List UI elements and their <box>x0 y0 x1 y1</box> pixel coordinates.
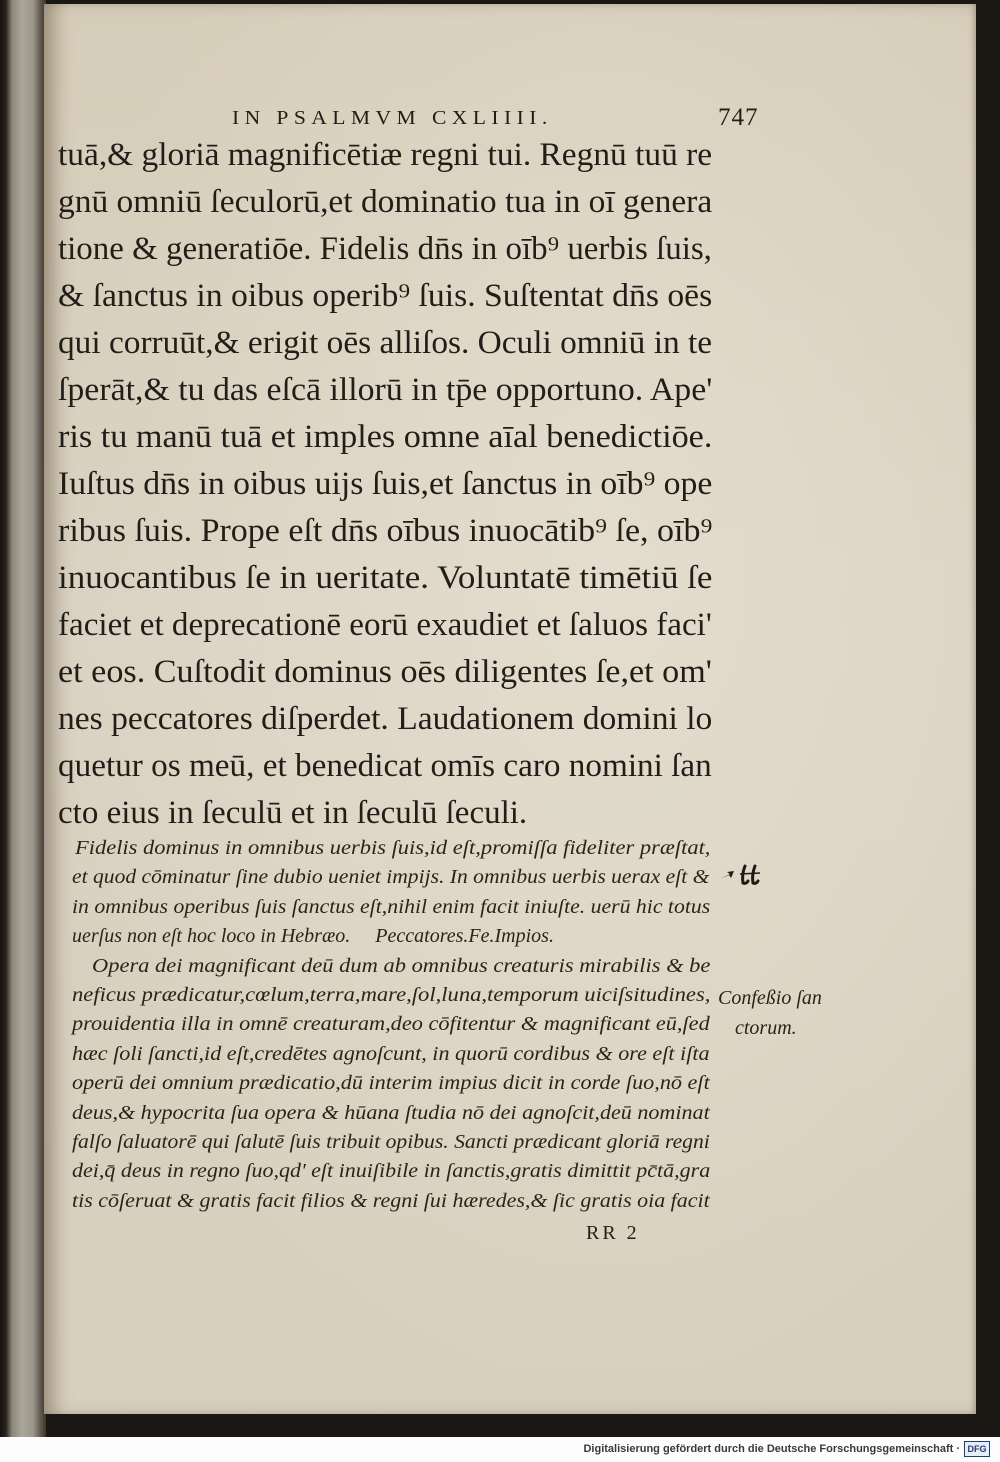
commentary-line: falſo ſaluatorē qui ſalutē ſuis tribuit opibus. Sancti prædicant gloriā regni <box>72 1130 710 1153</box>
commentary-line: uerſus non eſt hoc loco in Hebræo. Peccatores.Fe.Impios. <box>72 925 554 948</box>
commentary-line: in omnibus operibus ſuis ſanctus eſt,nihil enim facit iniuſte. uerū hic totus <box>72 895 711 918</box>
psalm-text-line: inuocantibus ſe in ueritate. Voluntatē timētiū ſe <box>58 560 713 596</box>
psalm-text-line: faciet et deprecationē eorū exaudiet et ſaluos faci' <box>58 607 712 643</box>
pointer-mark-icon <box>718 862 770 888</box>
running-title: IN PSALMVM CXLIIII. <box>232 107 553 129</box>
psalm-text-line: Iuſtus dn̄s in oibus uijs ſuis,et ſanctus in oīb⁹ ope <box>58 466 713 502</box>
page-number: 747 <box>718 104 759 131</box>
psalm-text-line: ris tu manū tuā et imples omne aīal benedictiōe. <box>58 419 713 455</box>
psalm-text-line: & ſanctus in oibus operib⁹ ſuis. Suſtentat dn̄s oēs <box>58 278 713 314</box>
commentary-line: tis cōſeruat & gratis facit filios & regni ſui hæredes,& ſic gratis oia facit <box>72 1189 710 1212</box>
psalm-text-line: et eos. Cuſtodit dominus oēs diligentes ſe,et om' <box>58 654 712 690</box>
margin-note-line: ctorum. <box>735 1017 797 1039</box>
commentary-line: Opera dei magnificant deū dum ab omnibus creaturis mirabilis & be <box>92 954 711 977</box>
commentary-line: dei,q̄ deus in regno ſuo,qd' eſt inuiſibile in ſanctis,gratis dimittit pc̄tā,gra <box>72 1160 711 1183</box>
digitization-footer <box>0 1437 1000 1462</box>
commentary-line: operū dei omnium prædicatio,dū interim impius dicit in corde ſuo,nō eſt <box>72 1072 710 1095</box>
running-header <box>232 104 553 132</box>
psalm-text-line: quetur os meū, et benedicat omīs caro nomini ſan <box>58 748 712 784</box>
book-gutter <box>0 0 46 1437</box>
commentary-line: Fidelis dominus in omnibus uerbis ſuis,id eſt,promiſſa fideliter præſtat, <box>75 837 711 859</box>
psalm-text-line: ribus ſuis. Prope eſt dn̄s oībus inuocātib⁹ ſe, oīb⁹ <box>58 513 713 549</box>
funding-credit: Digitalisierung gefördert durch die Deutsche Forschungsgemeinschaft · <box>583 1443 960 1455</box>
margin-note <box>718 983 958 1043</box>
book-page <box>44 4 976 1414</box>
psalm-text-line: tuā,& gloriā magnificētiæ regni tui. Regnū tuū re <box>58 137 713 173</box>
psalm-text-line: gnū omniū ſeculorū,et dominatio tua in oī genera <box>58 184 713 220</box>
commentary-line: deus,& hypocrita ſua opera & hūana ſtudia nō dei agnoſcit,deū nominat <box>72 1101 710 1124</box>
psalm-text-line: cto eius in ſeculū et in ſeculū ſeculi. <box>58 795 528 831</box>
psalm-text-line: qui corruūt,& erigit oēs alliſos. Oculi omniū in te <box>58 325 713 361</box>
commentary-line: hæc ſoli ſancti,id eſt,credētes agnoſcunt, in quorū cordibus & ore eſt iſta <box>72 1042 710 1065</box>
psalm-text-line: ſperāt,& tu das eſcā illorū in tp̄e opportuno. Ape' <box>58 372 713 408</box>
psalm-text-block <box>58 132 712 837</box>
commentary-line: et quod cōminatur ſine dubio ueniet impijs. In omnibus uerbis uerax eſt & <box>72 866 710 889</box>
commentary-block <box>72 834 710 1216</box>
commentary-line: neficus prædicatur,cœlum,terra,mare,ſol,luna,temporum uiciſsitudines, <box>72 983 711 1006</box>
commentary-line: prouidentia illa in omnē creaturam,deo cōfitentur & magnificant eū,ſed <box>72 1013 710 1036</box>
psalm-text-line: nes peccatores diſperdet. Laudationem domini lo <box>58 701 713 737</box>
margin-note-line: Confeßio ſan <box>718 987 822 1009</box>
dfg-logo: DFG <box>964 1441 990 1457</box>
psalm-text-line: tione & generatiōe. Fidelis dn̄s in oīb⁹ uerbis ſuis, <box>58 231 712 267</box>
signature-mark: RR 2 <box>586 1222 640 1244</box>
